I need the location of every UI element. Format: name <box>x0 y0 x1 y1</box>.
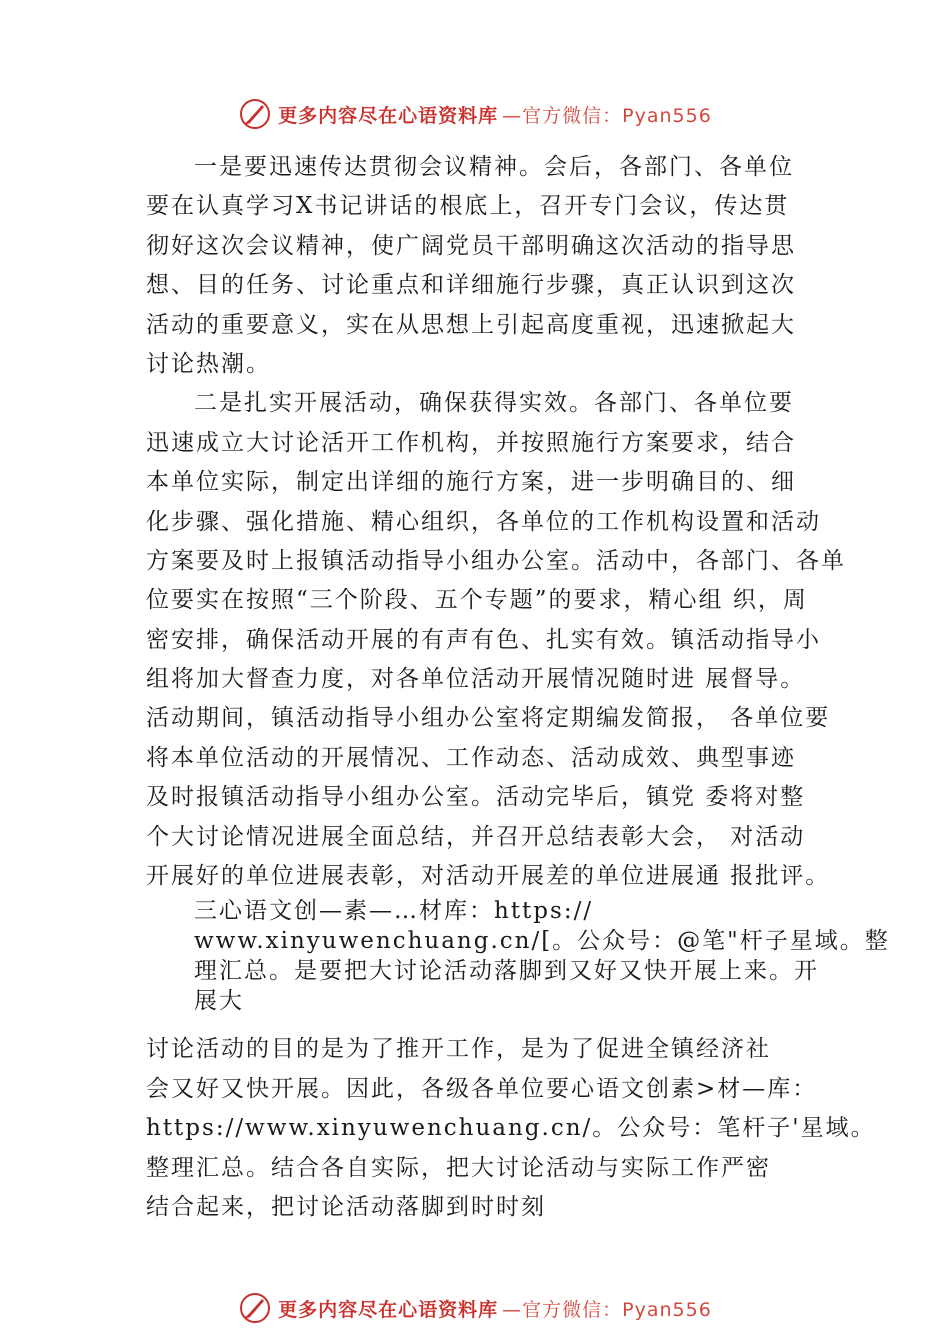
paragraph-4 <box>146 1030 876 1227</box>
text-line: 及时报镇活动指导小组办公室。活动完毕后，镇党 委将对整 <box>146 784 806 811</box>
text-line: 会又好又快开展。因此，各级各单位要心语文创素>材—库： <box>146 1075 818 1102</box>
text-line: 展大 <box>194 988 244 1015</box>
text-line: 密安排，确保活动开展的有声有色、扎实有效。镇活动指导小 <box>146 626 821 653</box>
text-line: 要在认真学习X书记讲话的根底上，召开专门会议，传达贯 <box>146 193 790 220</box>
text-line: 将本单位活动的开展情况、工作动态、活动成效、典型事迹 <box>146 744 796 771</box>
text-line: 二是扎实开展活动，确保获得实效。各部门、各单位要 <box>194 390 794 417</box>
text-line: 一是要迅速传达贯彻会议精神。会后，各部门、各单位 <box>194 154 794 180</box>
paragraph-3 <box>146 896 890 1016</box>
header-brand: 更多内容尽在心语资料库 <box>278 104 499 127</box>
text-line: 位要实在按照“三个阶段、五个专题”的要求，精心组 织，周 <box>146 587 808 614</box>
footer-wechat: —官方微信：Pyan556 <box>502 1298 712 1321</box>
text-line: 方案要及时上报镇活动指导小组办公室。活动中，各部门、各单 <box>146 547 846 574</box>
text-line: https://www.xinyuwenchuang.cn/。公众号：笔杆子'星域。 <box>146 1115 876 1142</box>
text-line: 迅速成立大讨论活开工作机构，并按照施行方案要求，结合 <box>146 429 796 456</box>
document-body <box>146 148 890 1227</box>
text-line: 讨论活动的目的是为了推开工作，是为了促进全镇经济社 <box>146 1036 771 1063</box>
text-line: www.xinyuwenchuang.cn/[。公众号：@笔"杆子星域。整 <box>194 928 890 955</box>
text-line: 活动期间，镇活动指导小组办公室将定期编发简报， 各单位要 <box>146 705 831 732</box>
text-line: 三心语文创—素—…材库：https:// <box>194 898 594 925</box>
header-wechat: —官方微信：Pyan556 <box>502 104 712 127</box>
quill-logo-icon <box>238 97 272 131</box>
text-line: 活动的重要意义，实在从思想上引起高度重视，迅速掀起大 <box>146 311 796 338</box>
paragraph-2 <box>146 384 846 896</box>
footer-brand: 更多内容尽在心语资料库 <box>278 1298 499 1321</box>
spacer <box>146 1016 846 1030</box>
text-line: 想、目的任务、讨论重点和详细施行步骤，真正认识到这次 <box>146 272 796 299</box>
text-line: 彻好这次会议精神，使广阔党员干部明确这次活动的指导思 <box>146 232 796 259</box>
footer-banner <box>0 1288 950 1328</box>
text-line: 结合起来，把讨论活动落脚到时时刻 <box>146 1193 546 1220</box>
text-line: 本单位实际，制定出详细的施行方案，进一步明确目的、细 <box>146 469 796 496</box>
text-line: 组将加大督查力度，对各单位活动开展情况随时进 展督导。 <box>146 666 806 693</box>
text-line: 讨论热潮。 <box>146 350 271 377</box>
text-line: 理汇总。是要把大讨论活动落脚到又好又快开展上来。开 <box>194 958 819 985</box>
quill-logo-icon <box>238 1291 272 1325</box>
text-line: 个大讨论情况进展全面总结，并召开总结表彰大会， 对活动 <box>146 823 806 850</box>
paragraph-1 <box>146 148 846 384</box>
text-line: 化步骤、强化措施、精心组织，各单位的工作机构设置和活动 <box>146 508 821 535</box>
header-banner <box>0 94 950 134</box>
text-line: 开展好的单位进展表彰，对活动开展差的单位进展通 报批评。 <box>146 863 831 890</box>
text-line: 整理汇总。结合各自实际，把大讨论活动与实际工作严密 <box>146 1154 771 1181</box>
